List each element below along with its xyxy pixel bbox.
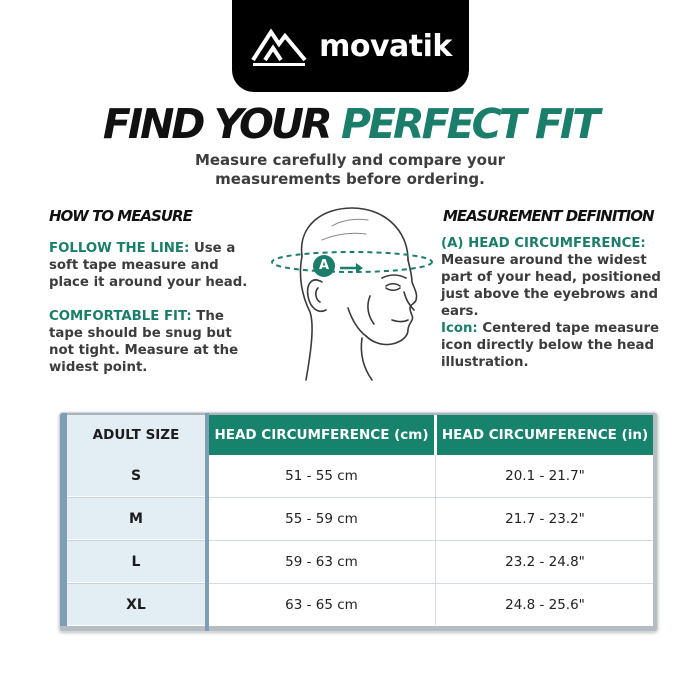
header-head-circumference-in: HEAD CIRCUMFERENCE (in): [437, 415, 653, 455]
subtitle-line-2: measurements before ordering.: [215, 170, 485, 188]
measurement-definition-title: MEASUREMENT DEFINITION: [443, 207, 654, 225]
instruction-text: place it around your head.: [49, 275, 248, 290]
mountain-logo-icon: [249, 24, 309, 68]
instruction-text: Use a: [189, 241, 236, 256]
table-row-size: S: [67, 455, 205, 496]
page-title: [0, 100, 700, 148]
brand-header: [232, 0, 469, 92]
definition-label: (A) HEAD CIRCUMFERENCE:: [441, 236, 646, 251]
table-row-size: L: [67, 541, 205, 582]
table-cell-cm: 63 - 65 cm: [285, 596, 358, 613]
table-frame-left: [60, 413, 67, 631]
marker-a-label: A: [318, 258, 330, 273]
table-cell-in: 23.2 - 24.8": [505, 553, 585, 570]
instruction-text: The: [191, 309, 224, 324]
definition-line: icon directly below the head: [441, 338, 655, 353]
table-frame-right: [653, 413, 657, 631]
instruction-text: widest point.: [49, 360, 148, 375]
definition-line: Measure around the widest: [441, 253, 647, 268]
icon-label: Icon:: [441, 321, 478, 336]
header-adult-size: ADULT SIZE: [67, 415, 205, 455]
size-chart-table: [59, 412, 658, 632]
head-illustration: [262, 196, 434, 386]
subtitle: [120, 151, 580, 189]
definition-line: Centered tape measure: [477, 321, 660, 336]
table-cell-cm: 59 - 63 cm: [285, 553, 358, 570]
header-head-circumference-cm: HEAD CIRCUMFERENCE (cm): [209, 415, 434, 455]
table-cell-in: 21.7 - 23.2": [505, 510, 585, 527]
title-part-1: FIND YOUR: [102, 100, 341, 148]
instruction-text: not tight. Measure at the: [49, 343, 239, 358]
instruction-text: soft tape measure and: [49, 258, 219, 273]
definition-text: [441, 235, 681, 371]
table-cell-cm: 51 - 55 cm: [285, 467, 358, 484]
instruction-label: COMFORTABLE FIT:: [49, 309, 192, 324]
how-to-measure-title: HOW TO MEASURE: [49, 207, 192, 225]
table-cell-in: 20.1 - 21.7": [505, 467, 585, 484]
instruction-text: tape should be snug but: [49, 326, 232, 341]
instruction-follow-line: [49, 240, 259, 291]
definition-line: part of your head, positioned: [441, 270, 661, 285]
table-frame-bottom: [60, 626, 657, 631]
instruction-label: FOLLOW THE LINE:: [49, 241, 190, 256]
subtitle-line-1: Measure carefully and compare your: [194, 151, 506, 169]
definition-line: illustration.: [441, 355, 529, 370]
definition-line: ears.: [441, 304, 479, 319]
definition-line: just above the eyebrows and: [441, 287, 659, 302]
instruction-comfortable-fit: [49, 308, 259, 376]
title-part-2: PERFECT FIT: [340, 100, 598, 148]
table-row-size: XL: [67, 584, 205, 625]
brand-name: movatik: [319, 28, 452, 64]
table-cell-cm: 55 - 59 cm: [285, 510, 358, 527]
table-cell-in: 24.8 - 25.6": [505, 596, 585, 613]
table-row-size: M: [67, 498, 205, 539]
